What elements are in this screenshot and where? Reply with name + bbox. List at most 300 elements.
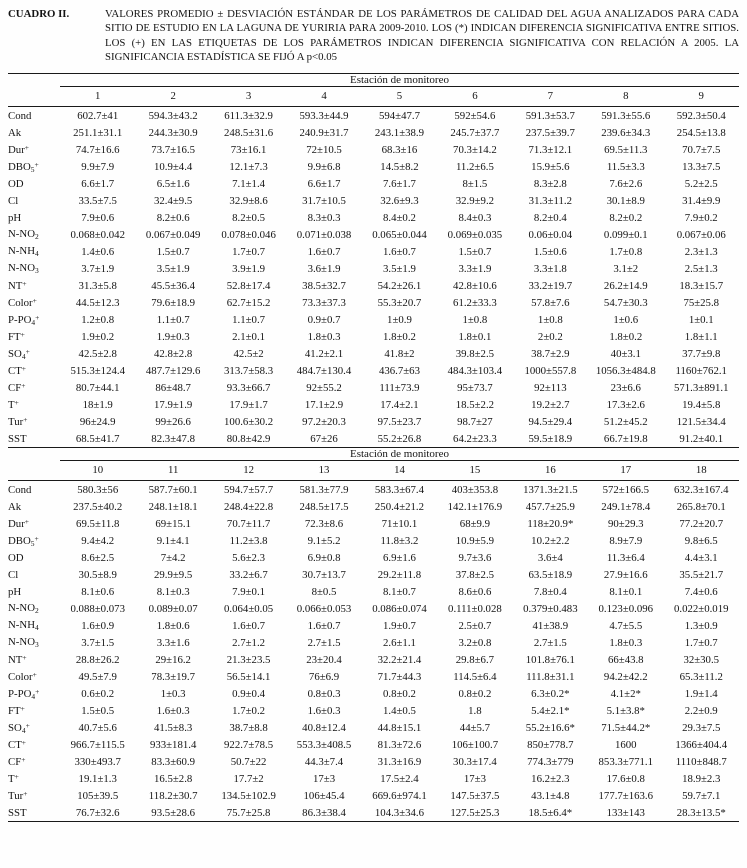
value-cell: 7±4.2 — [160, 551, 186, 564]
value-cell: 0.069±0.035 — [447, 228, 503, 241]
value-cell: 33.2±19.7 — [528, 279, 573, 292]
value-cell: 245.7±37.7 — [450, 126, 500, 139]
value-cell: 93.3±66.7 — [226, 381, 271, 394]
value-cell: 142.1±176.9 — [447, 500, 503, 513]
value-cell: 436.7±63 — [378, 364, 420, 377]
value-cell: 33.5±7.5 — [78, 194, 117, 207]
value-cell: 2.7±1.2 — [232, 636, 266, 649]
value-cell: 1371.3±21.5 — [523, 483, 578, 496]
value-cell: 265.8±70.1 — [676, 500, 726, 513]
param-label: FT+ — [8, 704, 25, 717]
value-cell: 31.4±9.9 — [682, 194, 721, 207]
value-cell: 59.7±7.1 — [682, 789, 721, 802]
value-cell: 77.2±20.7 — [679, 517, 724, 530]
value-cell: 9.8±6.5 — [684, 534, 718, 547]
value-cell: 8.1±0.3 — [156, 585, 190, 598]
station-number-header: 3 — [245, 90, 252, 102]
value-cell: 922.7±78.5 — [224, 738, 274, 751]
value-cell: 49.5±7.9 — [78, 670, 117, 683]
value-cell: 2.2±0.9 — [684, 704, 718, 717]
value-cell: 1±0.8 — [462, 313, 488, 326]
param-label: $P-PO_4^+$ — [8, 686, 40, 701]
value-cell: 40±3.1 — [610, 347, 641, 360]
value-cell: 29.8±6.7 — [455, 653, 495, 666]
value-cell: 65.3±11.2 — [679, 670, 723, 683]
value-cell: 1600 — [614, 738, 637, 751]
value-cell: 52.8±17.4 — [226, 279, 271, 292]
value-cell: 8.6±0.6 — [458, 585, 492, 598]
value-cell: 44.8±15.1 — [377, 721, 422, 734]
value-cell: 248.5±17.5 — [299, 500, 349, 513]
value-cell: 43.1±4.8 — [531, 789, 570, 802]
value-cell: 1±0.9 — [387, 313, 412, 326]
value-cell: 28.3±13.5* — [676, 806, 726, 819]
value-cell: 1110±848.7 — [675, 755, 727, 768]
value-cell: 249.1±78.4 — [601, 500, 651, 513]
value-cell: 251.1±31.1 — [73, 126, 123, 139]
param-label: $DBO_5^+$ — [8, 159, 39, 174]
param-label: $N-NH_4$ — [8, 245, 39, 258]
value-cell: 1.6±0.9 — [81, 619, 115, 632]
value-cell: 111.8±31.1 — [526, 670, 575, 683]
value-cell: 104.3±34.6 — [374, 806, 425, 819]
value-cell: 18.3±15.7 — [679, 279, 724, 292]
value-cell: 8.1±0.6 — [81, 585, 115, 598]
station-number-header: 4 — [321, 90, 327, 102]
value-cell: 66.7±19.8 — [603, 432, 648, 445]
value-cell: 850±778.7 — [527, 738, 574, 751]
value-cell: 239.6±34.3 — [601, 126, 651, 139]
stations-table-10-18 — [8, 448, 739, 822]
station-number-header: 17 — [620, 464, 632, 476]
station-number-header: 14 — [394, 464, 405, 476]
value-cell: 16.2±2.3 — [531, 772, 570, 785]
value-cell: 38.7±8.8 — [229, 721, 268, 734]
value-cell: 69±15.1 — [155, 517, 191, 530]
station-number-header: 6 — [472, 90, 478, 102]
value-cell: 1000±557.8 — [524, 364, 577, 377]
value-cell: 23±20.4 — [306, 653, 342, 666]
value-cell: 593.3±44.9 — [299, 109, 349, 122]
value-cell: 0.9±0.4 — [232, 687, 266, 700]
value-cell: 1.6±0.7 — [307, 245, 341, 258]
value-cell: 66±43.8 — [607, 653, 644, 666]
value-cell: 853.3±771.1 — [598, 755, 654, 768]
value-cell: 0.065±0.044 — [372, 228, 427, 241]
value-cell: 7.9±0.6 — [81, 211, 115, 224]
value-cell: 42.5±2 — [233, 347, 264, 360]
param-label: CF+ — [8, 755, 26, 768]
value-cell: 237.5±39.7 — [525, 126, 575, 139]
value-cell: 50.7±22 — [230, 755, 267, 768]
param-label: Cond — [8, 109, 32, 122]
value-cell: 114.5±6.4 — [453, 670, 497, 683]
value-cell: 6.3±0.2* — [531, 687, 570, 700]
param-label: $N-NO_3$ — [8, 636, 39, 649]
value-cell: 62.7±15.2 — [226, 296, 271, 309]
value-cell: 59.5±18.9 — [528, 432, 573, 445]
value-cell: 18.5±2.2 — [455, 398, 495, 411]
value-cell: 94.5±29.4 — [528, 415, 573, 428]
value-cell: 1.8±1.1 — [684, 330, 718, 343]
value-cell: 1.5±0.7 — [156, 245, 190, 258]
value-cell: 83.3±60.9 — [151, 755, 196, 768]
value-cell: 12.1±7.3 — [229, 160, 268, 173]
value-cell: 14.5±8.2 — [380, 160, 419, 173]
value-cell: 97.2±20.3 — [302, 415, 346, 428]
value-cell: 39.8±2.5 — [455, 347, 495, 360]
value-cell: 41.8±2 — [384, 347, 415, 360]
value-cell: 7.9±0.2 — [684, 211, 718, 224]
value-cell: 32.9±9.2 — [455, 194, 495, 207]
value-cell: 81.3±72.6 — [377, 738, 422, 751]
param-label: SST — [8, 432, 27, 445]
value-cell: 592.3±50.4 — [676, 109, 726, 122]
value-cell: 9.1±4.1 — [156, 534, 190, 547]
value-cell: 10.9±4.4 — [153, 160, 193, 173]
value-cell: 248.5±31.6 — [224, 126, 274, 139]
table-row — [8, 362, 739, 379]
value-cell: 515.3±124.4 — [70, 364, 125, 377]
corner-cell — [8, 87, 60, 107]
corner-cell — [8, 74, 60, 87]
value-cell: 69.5±11.3 — [604, 143, 648, 156]
value-cell: 147.5±37.5 — [450, 789, 500, 802]
value-cell: 98.7±27 — [457, 415, 493, 428]
value-cell: 75±25.8 — [683, 296, 720, 309]
value-cell: 10.2±2.2 — [531, 534, 570, 547]
param-label: pH — [8, 585, 22, 598]
value-cell: 11.2±6.5 — [455, 160, 494, 173]
value-cell: 2.7±1.5 — [533, 636, 567, 649]
value-cell: 1.7±0.8 — [609, 245, 643, 258]
value-cell: 0.078±0.046 — [221, 228, 276, 241]
value-cell: 67±26 — [310, 432, 338, 445]
value-cell: 8.1±0.1 — [609, 585, 643, 598]
value-cell: 17.4±2.1 — [380, 398, 419, 411]
value-cell: 4.7±5.5 — [609, 619, 643, 632]
table-row — [8, 498, 739, 515]
value-cell: 17.6±0.8 — [606, 772, 645, 785]
value-cell: 18.5±6.4* — [528, 806, 573, 819]
value-cell: 40.7±5.6 — [78, 721, 117, 734]
corner-cell — [8, 448, 60, 461]
value-cell: 933±181.4 — [149, 738, 197, 751]
value-cell: 0.022±0.019 — [673, 602, 729, 615]
table-row — [8, 260, 739, 277]
value-cell: 8.1±0.7 — [383, 585, 416, 598]
value-cell: 0.8±0.2 — [383, 687, 416, 700]
value-cell: 68.3±16 — [381, 143, 418, 156]
param-label: $SO_4^+$ — [8, 346, 30, 361]
value-cell: 56.5±14.1 — [226, 670, 271, 683]
value-cell: 9.7±3.6 — [458, 551, 492, 564]
value-cell: 16.5±2.8 — [153, 772, 193, 785]
value-cell: 0.9±0.7 — [307, 313, 341, 326]
value-cell: 9.1±5.2 — [307, 534, 341, 547]
table-row — [8, 294, 739, 311]
value-cell: 484.3±103.4 — [447, 364, 503, 377]
value-cell: 41.2±2.1 — [304, 347, 344, 360]
value-cell: 37.7±9.8 — [682, 347, 721, 360]
value-cell: 8±1.5 — [462, 177, 488, 190]
station-number-header: 12 — [243, 464, 254, 476]
value-cell: 28.8±26.2 — [75, 653, 120, 666]
value-cell: 1.4±0.5 — [383, 704, 416, 717]
value-cell: 591.3±53.7 — [525, 109, 575, 122]
value-cell: 4.4±3.1 — [684, 551, 718, 564]
value-cell: 68±9.9 — [459, 517, 491, 530]
table-row — [8, 311, 739, 328]
table-row — [8, 719, 739, 736]
param-label: T+ — [8, 772, 19, 785]
value-cell: 31.3±16.9 — [377, 755, 422, 768]
value-cell: 244.3±30.9 — [148, 126, 198, 139]
value-cell: 8±0.5 — [311, 585, 337, 598]
value-cell: 0.066±0.053 — [296, 602, 352, 615]
station-number-header: 7 — [547, 90, 554, 102]
param-label: $N-NO_2$ — [8, 602, 39, 615]
value-cell: 6.5±1.6 — [156, 177, 190, 190]
value-cell: 313.7±58.3 — [224, 364, 274, 377]
param-label: Tur+ — [8, 789, 28, 802]
value-cell: 7.6±1.7 — [383, 177, 416, 190]
value-cell: 76±6.9 — [308, 670, 340, 683]
value-cell: 966.7±115.5 — [70, 738, 125, 751]
value-cell: 74.7±16.6 — [75, 143, 120, 156]
value-cell: 127.5±25.3 — [450, 806, 500, 819]
value-cell: 254.5±13.8 — [676, 126, 726, 139]
table-row — [8, 532, 739, 549]
value-cell: 6.9±1.6 — [383, 551, 416, 564]
table-row — [8, 566, 739, 583]
param-label: Dur+ — [8, 517, 30, 530]
value-cell: 73.7±16.5 — [151, 143, 196, 156]
table-number-label: CUADRO II. — [8, 8, 70, 20]
value-cell: 61.2±33.3 — [453, 296, 497, 309]
value-cell: 11.2±3.8 — [229, 534, 268, 547]
value-cell: 3.6±1.9 — [307, 262, 341, 275]
value-cell: 111±73.9 — [379, 381, 420, 394]
value-cell: 583.3±67.4 — [374, 483, 425, 496]
value-cell: 18±1.9 — [82, 398, 113, 411]
value-cell: 3.5±1.9 — [383, 262, 416, 275]
value-cell: 91.2±40.1 — [679, 432, 724, 445]
param-label: Tur+ — [8, 415, 28, 428]
value-cell: 86±48.7 — [155, 381, 191, 394]
param-label: CT+ — [8, 364, 27, 377]
value-cell: 73.3±37.3 — [302, 296, 346, 309]
value-cell: 0.088±0.073 — [70, 602, 125, 615]
value-cell: 40.8±12.4 — [302, 721, 346, 734]
param-label: NT+ — [8, 279, 27, 292]
param-label: $N-NH_4$ — [8, 619, 39, 632]
value-cell: 594±47.7 — [378, 109, 420, 122]
value-cell: 92±55.2 — [306, 381, 342, 394]
value-cell: 80.7±44.1 — [75, 381, 120, 394]
table-row — [8, 668, 739, 685]
value-cell: 0.123±0.096 — [598, 602, 654, 615]
value-cell: 70.7±7.5 — [682, 143, 721, 156]
value-cell: 250.4±21.2 — [374, 500, 425, 513]
value-cell: 51.2±45.2 — [603, 415, 648, 428]
value-cell: 105±39.5 — [77, 789, 119, 802]
value-cell: 64.2±23.3 — [453, 432, 497, 445]
value-cell: 1.6±0.3 — [307, 704, 341, 717]
param-label: Dur+ — [8, 143, 30, 156]
param-label: Color+ — [8, 670, 37, 683]
value-cell: 1.6±0.7 — [383, 245, 416, 258]
value-cell: 8.2±0.5 — [232, 211, 266, 224]
value-cell: 42.8±2.8 — [153, 347, 193, 360]
value-cell: 92±113 — [534, 381, 567, 394]
table-row — [8, 277, 739, 294]
param-label: $P-PO_4^+$ — [8, 312, 40, 327]
value-cell: 1±0.3 — [160, 687, 186, 700]
param-label: $DBO_5^+$ — [8, 533, 39, 548]
value-cell: 9.9±7.9 — [81, 160, 115, 173]
value-cell: 118.2±30.7 — [148, 789, 198, 802]
station-number-header: 16 — [544, 464, 556, 476]
station-group-header: Estación de monitoreo — [60, 448, 739, 461]
param-label: CF+ — [8, 381, 26, 394]
table-row — [8, 243, 739, 260]
table-row — [8, 736, 739, 753]
value-cell: 70.7±11.7 — [226, 517, 271, 530]
param-label: $SO_4^+$ — [8, 720, 30, 735]
value-cell: 54.2±26.1 — [377, 279, 422, 292]
value-cell: 29.3±7.5 — [682, 721, 721, 734]
station-number-header: 13 — [318, 464, 330, 476]
value-cell: 1.6±0.7 — [232, 619, 266, 632]
param-label: $N-NO_2$ — [8, 228, 39, 241]
table-row — [8, 430, 739, 448]
value-cell: 97.5±23.7 — [377, 415, 422, 428]
value-cell: 9.4±4.2 — [81, 534, 115, 547]
value-cell: 19.2±2.7 — [531, 398, 570, 411]
value-cell: 591.3±55.6 — [601, 109, 651, 122]
table-row — [8, 651, 739, 668]
value-cell: 8.2±0.2 — [609, 211, 643, 224]
value-cell: 17.9±1.9 — [153, 398, 193, 411]
value-cell: 17.5±2.4 — [380, 772, 419, 785]
value-cell: 8.6±2.5 — [81, 551, 115, 564]
value-cell: 0.086±0.074 — [372, 602, 427, 615]
value-cell: 6.6±1.7 — [81, 177, 115, 190]
corner-cell — [8, 461, 60, 481]
value-cell: 0.089±0.07 — [148, 602, 198, 615]
station-number-header: 10 — [92, 464, 104, 476]
value-cell: 29.9±9.5 — [153, 568, 193, 581]
value-cell: 553.3±408.5 — [296, 738, 352, 751]
value-cell: 7.4±0.6 — [684, 585, 718, 598]
table-row — [8, 600, 739, 617]
table-row — [8, 787, 739, 804]
value-cell: 96±24.9 — [79, 415, 116, 428]
value-cell: 94.2±42.2 — [603, 670, 648, 683]
value-cell: 32.6±9.3 — [380, 194, 419, 207]
table-row — [8, 753, 739, 770]
table-row — [8, 175, 739, 192]
value-cell: 5.2±2.5 — [684, 177, 718, 190]
value-cell: 57.8±7.6 — [531, 296, 570, 309]
value-cell: 19.1±1.3 — [78, 772, 117, 785]
value-cell: 1.8 — [468, 704, 482, 717]
value-cell: 44±5.7 — [459, 721, 491, 734]
value-cell: 17±3 — [463, 772, 486, 785]
value-cell: 121.5±34.4 — [676, 415, 726, 428]
value-cell: 17.1±2.9 — [304, 398, 344, 411]
value-cell: 1.1±0.7 — [156, 313, 190, 326]
value-cell: 55.3±20.7 — [377, 296, 422, 309]
value-cell: 0.064±0.05 — [224, 602, 274, 615]
value-cell: 177.7±163.6 — [598, 789, 654, 802]
value-cell: 30.1±8.9 — [606, 194, 645, 207]
value-cell: 13.3±7.5 — [682, 160, 721, 173]
value-cell: 571.3±891.1 — [673, 381, 729, 394]
value-cell: 5.4±2.1* — [531, 704, 570, 717]
value-cell: 2.5±1.3 — [684, 262, 718, 275]
param-label: FT+ — [8, 330, 25, 343]
value-cell: 2.1±0.1 — [232, 330, 266, 343]
value-cell: 5.6±2.3 — [232, 551, 266, 564]
table-row — [8, 379, 739, 396]
value-cell: 44.3±7.4 — [304, 755, 344, 768]
value-cell: 1.9±0.2 — [81, 330, 115, 343]
station-number-header: 11 — [167, 464, 179, 476]
value-cell: 86.3±38.4 — [302, 806, 346, 819]
table-row — [8, 583, 739, 600]
value-cell: 3.9±1.9 — [232, 262, 266, 275]
value-cell: 669.6±974.1 — [372, 789, 427, 802]
value-cell: 7.1±1.4 — [232, 177, 266, 190]
value-cell: 1.4±0.6 — [81, 245, 115, 258]
value-cell: 403±353.8 — [451, 483, 499, 496]
value-cell: 2±0.2 — [537, 330, 563, 343]
table-row — [8, 685, 739, 702]
value-cell: 3.7±1.5 — [81, 636, 115, 649]
table-row — [8, 209, 739, 226]
value-cell: 8.3±0.3 — [307, 211, 341, 224]
value-cell: 3.6±4 — [537, 551, 563, 564]
value-cell: 487.7±129.6 — [145, 364, 201, 377]
value-cell: 32.9±8.6 — [229, 194, 268, 207]
value-cell: 32.4±9.5 — [153, 194, 193, 207]
station-number-header: 9 — [698, 90, 704, 102]
value-cell: 44.5±12.3 — [75, 296, 120, 309]
value-cell: 0.067±0.06 — [676, 228, 726, 241]
station-group-header: Estación de monitoreo — [60, 74, 739, 87]
value-cell: 248.1±18.1 — [148, 500, 198, 513]
value-cell: 6.6±1.7 — [307, 177, 341, 190]
value-cell: 632.3±167.4 — [673, 483, 729, 496]
value-cell: 1.6±0.3 — [156, 704, 190, 717]
table-row — [8, 124, 739, 141]
value-cell: 99±26.6 — [155, 415, 191, 428]
value-cell: 1366±404.4 — [675, 738, 728, 751]
value-cell: 90±29.3 — [607, 517, 644, 530]
param-label: $N-NO_3$ — [8, 262, 39, 275]
value-cell: 71.3±12.1 — [528, 143, 573, 156]
value-cell: 8.2±0.6 — [156, 211, 190, 224]
table-row — [8, 226, 739, 243]
value-cell: 32.2±21.4 — [377, 653, 422, 666]
value-cell: 31.3±11.2 — [528, 194, 572, 207]
value-cell: 1.9±0.3 — [156, 330, 190, 343]
value-cell: 3.2±0.8 — [458, 636, 492, 649]
value-cell: 93.5±28.6 — [151, 806, 196, 819]
station-number-header: 18 — [695, 464, 707, 476]
